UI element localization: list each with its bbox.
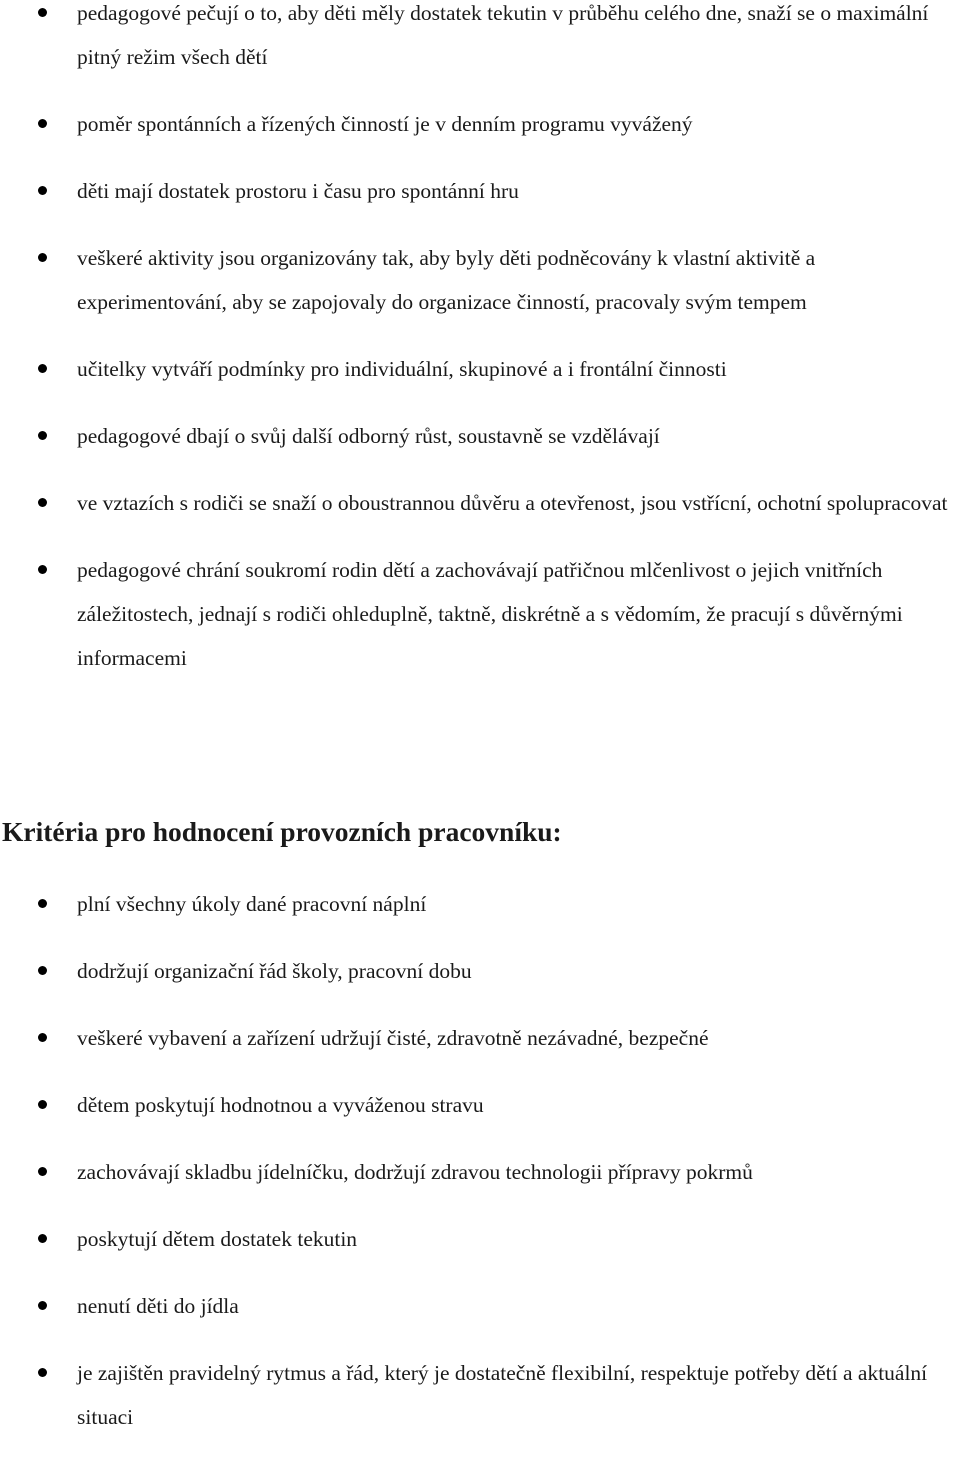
list-item	[0, 1083, 960, 1127]
list-item	[0, 1016, 960, 1060]
list-item	[0, 169, 960, 213]
list-item-text: veškeré vybavení a zařízení udržují čisté, zdravotně nezávadné, bezpečné	[77, 1026, 709, 1050]
list-item	[0, 882, 960, 926]
bullet-icon	[38, 8, 47, 17]
bullet-icon	[38, 1301, 47, 1310]
list-item-text: dodržují organizační řád školy, pracovní dobu	[77, 959, 472, 983]
list-item	[0, 1217, 960, 1261]
bullet-icon	[38, 966, 47, 975]
list-item	[0, 1351, 960, 1439]
list-item-text: ve vztazích s rodiči se snaží o oboustrannou důvěru a otevřenost, jsou vstřícní, ochotní spolupracovat	[77, 491, 948, 515]
list-item-text: učitelky vytváří podmínky pro individuální, skupinové a i frontální činnosti	[77, 357, 727, 381]
section-heading: Kritéria pro hodnocení provozních pracovníku:	[2, 816, 562, 847]
bullet-icon	[38, 119, 47, 128]
bullet-icon	[38, 1234, 47, 1243]
list-item	[0, 548, 960, 680]
bullet-icon	[38, 1167, 47, 1176]
list-item	[0, 414, 960, 458]
list-item	[0, 1284, 960, 1328]
bullet-icon	[38, 565, 47, 574]
list-item-text: je zajištěn pravidelný rytmus a řád, který je dostatečně flexibilní, respektuje potřeby dětí a aktuální situaci	[77, 1361, 928, 1429]
list-item-text: pedagogové dbají o svůj další odborný růst, soustavně se vzdělávají	[77, 424, 660, 448]
list-item-text: dětem poskytují hodnotnou a vyváženou stravu	[77, 1093, 484, 1117]
pedagogue-criteria-list	[0, 0, 960, 703]
staff-criteria-list	[0, 882, 960, 1462]
list-item-text: zachovávají skladbu jídelníčku, dodržují zdravou technologii přípravy pokrmů	[77, 1160, 753, 1184]
list-item-text: plní všechny úkoly dané pracovní náplní	[77, 892, 427, 916]
list-item-text: děti mají dostatek prostoru i času pro spontánní hru	[77, 179, 519, 203]
bullet-icon	[38, 498, 47, 507]
list-item	[0, 102, 960, 146]
list-item	[0, 1150, 960, 1194]
bullet-icon	[38, 364, 47, 373]
list-item	[0, 236, 960, 324]
list-item-text: veškeré aktivity jsou organizovány tak, aby byly děti podněcovány k vlastní aktivitě a experimentování, aby se zapojovaly do organizace činností, pracovaly svým tempem	[77, 246, 816, 314]
list-item-text: poskytují dětem dostatek tekutin	[77, 1227, 358, 1251]
bullet-icon	[38, 1100, 47, 1109]
list-item	[0, 949, 960, 993]
list-item	[0, 0, 960, 79]
bullet-icon	[38, 431, 47, 440]
bullet-icon	[38, 1033, 47, 1042]
bullet-icon	[38, 186, 47, 195]
bullet-icon	[38, 1368, 47, 1377]
list-item-text: poměr spontánních a řízených činností je v denním programu vyvážený	[77, 112, 693, 136]
list-item	[0, 481, 960, 525]
bullet-icon	[38, 899, 47, 908]
bullet-icon	[38, 253, 47, 262]
list-item-text: nenutí děti do jídla	[77, 1294, 239, 1318]
list-item	[0, 347, 960, 391]
list-item-text: pedagogové pečují o to, aby děti měly dostatek tekutin v průběhu celého dne, snaží se o maximální pitný režim všech dětí	[77, 1, 929, 69]
list-item-text: pedagogové chrání soukromí rodin dětí a zachovávají patřičnou mlčenlivost o jejich vnitřních záležitostech, jednají s rodiči ohleduplně, taktně, diskrétně a s vědomím, že pracují s důvěrnými informacemi	[77, 558, 903, 670]
